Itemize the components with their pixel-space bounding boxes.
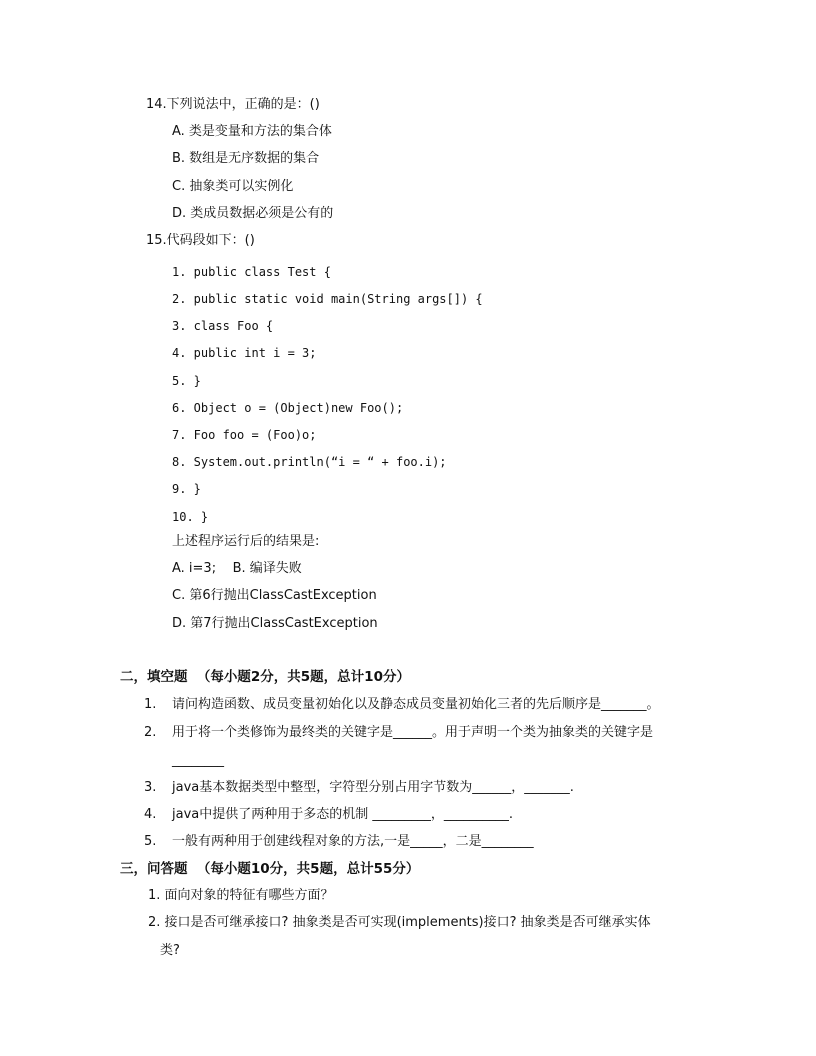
fill-item-text: java基本数据类型中整型，字符型分别占用字节数为______，_______. [172, 780, 574, 795]
q15-stem: 15.代码段如下：() [146, 233, 255, 248]
code-line: 3. class Foo { [172, 319, 274, 333]
q15-option-ab: A. i=3; B. 编译失败 [172, 561, 302, 576]
code-line: 1. public class Test { [172, 265, 331, 279]
code-line: 7. Foo foo = (Foo)o; [172, 428, 317, 442]
fill-item-text: 请问构造函数、成员变量初始化以及静态成员变量初始化三者的先后顺序是_______。 [172, 697, 660, 712]
code-line: 2. public static void main(String args[]) { [172, 292, 483, 306]
q14-option-b: B. 数组是无序数据的集合 [172, 151, 320, 166]
qa-heading: 三，问答题 （每小题10分，共5题，总计55分） [120, 861, 420, 877]
fill-item-text: ________ [172, 753, 224, 768]
fill-item-text: java中提供了两种用于多态的机制 _________，__________. [172, 807, 514, 822]
fill-heading: 二，填空题 （每小题2分，共5题，总计10分） [120, 669, 410, 685]
fill-item-number: 2. [144, 725, 157, 740]
code-line: 5. } [172, 374, 201, 388]
fill-item-number: 5. [144, 834, 157, 849]
fill-item-number: 3. [144, 780, 157, 795]
fill-item-number: 1. [144, 697, 157, 712]
fill-item-text: 用于将一个类修饰为最终类的关键字是______。用于声明一个类为抽象类的关键字是 [172, 725, 654, 740]
q15-option-d: D. 第7行抛出ClassCastException [172, 616, 378, 631]
fill-item-number: 4. [144, 807, 157, 822]
q15-question: 上述程序运行后的结果是: [172, 534, 320, 549]
q14-option-a: A. 类是变量和方法的集合体 [172, 124, 332, 139]
code-line: 6. Object o = (Object)new Foo(); [172, 401, 404, 415]
q14-option-c: C. 抽象类可以实例化 [172, 179, 294, 194]
code-line: 4. public int i = 3; [172, 346, 317, 360]
code-line: 10. } [172, 510, 209, 524]
q14-stem: 14.下列说法中，正确的是：() [146, 97, 320, 112]
qa-item: 1. 面向对象的特征有哪些方面？ [148, 888, 334, 903]
code-line: 9. } [172, 482, 201, 496]
qa-item-continuation: 类? [160, 943, 180, 958]
q14-option-d: D. 类成员数据必须是公有的 [172, 206, 334, 221]
fill-item-text: 一般有两种用于创建线程对象的方法,一是_____，二是________ [172, 834, 534, 849]
qa-item: 2. 接口是否可继承接口? 抽象类是否可实现(implements)接口? 抽象类是否可继承实体 [148, 915, 651, 930]
q15-option-c: C. 第6行抛出ClassCastException [172, 588, 377, 603]
code-line: 8. System.out.println(“i = “ + foo.i); [172, 455, 447, 469]
